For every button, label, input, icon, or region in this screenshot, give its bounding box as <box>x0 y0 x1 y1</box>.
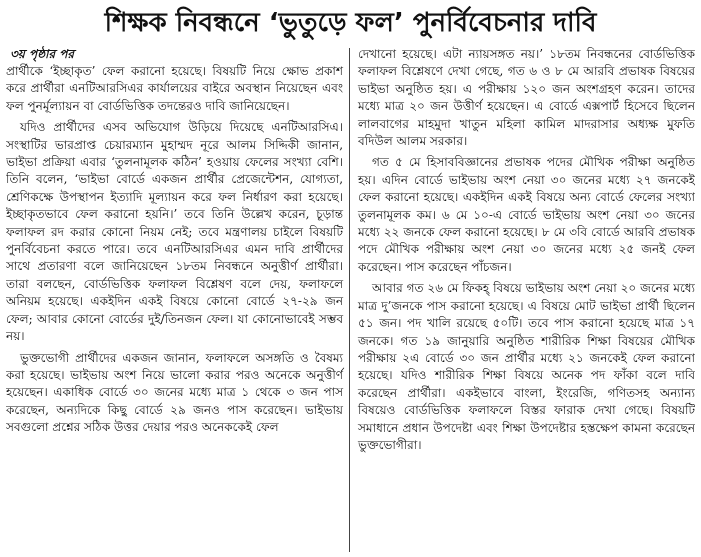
article-columns <box>6 46 695 556</box>
paragraph: যদিও প্রার্থীদের এসব অভিযোগ উড়িয়ে দিয়েছে এনটিআরসিএ। সংস্থাটির ভারপ্রাপ্ত চেয়ারম্যান মুহাম্মদ নূরে আলম সিদ্দিকী জানান, ভাইভা প্রক্রিয়া এবার ‘তুলনামূলক কঠিন’ হওয়ায় ফেলের সংখ্যা বেশি। তিনি বলেন, ‘ভাইভা বোর্ডে একজন প্রার্থীর প্রেজেন্টেশন, যোগ্যতা, শ্রেণিকক্ষে উপস্থাপন ইত্যাদি মূল্যায়ন করে ফল নির্ধারণ করা হয়েছে। ইচ্ছাকৃতভাবে ফেল করানো হয়নি।’ তবে তিনি উল্লেখ করেন, চূড়ান্ত ফলাফল রদ করার কোনো নিয়ম নেই; তবে মন্ত্রণালয় চাইলে বিষয়টি পুনর্বিবেচনা করতে পারে। তবে এনটিআরসিএর এমন দাবি প্রার্থীদের সাথে প্রতারণা বলে জানিয়েছেন ১৮তম নিবন্ধনে অনুত্তীর্ণ প্রার্থীরা। তারা বলছেন, বোর্ডভিত্তিক ফলাফল বিশ্লেষণ বলে দেয়, ফলাফলে অনিয়ম হয়েছে। একইদিন একই বিষয়ে কোনো বোর্ডে ২৭-২৯ জন ফেল; আবার কোনো বোর্ডের দুই/তিনজন ফেল। যা কোনোভাবেই সম্ভব নয়। <box>6 120 344 344</box>
left-column <box>6 46 349 556</box>
paragraph: ভুক্তভোগী প্রার্থীদের একজন জানান, ফলাফলে অসঙ্গতি ও বৈষম্য করা হয়েছে। ভাইভায় অংশ নিয়ে ভালো করার পরও অনেকে অনুত্তীর্ণ হয়েছেন। একাধিক বোর্ডে ৩০ জনের মধ্যে মাত্র ১ থেকে ৩ জন পাস করেছেন, অন্যদিকে কিছু বোর্ডে ২৯ জনও পাস করেছেন। ভাইভায় সবগুলো প্রশ্নের সঠিক উত্তর দেয়ার পরও অনেককেই ফেল <box>6 350 344 435</box>
paragraph: আবার গত ২৬ মে ফিকহ্ বিষয়ে ভাইভায় অংশ নেয়া ২০ জনের মধ্যে মাত্র দু’জনকে পাস করানো হয়েছে। এ বিষয়ে মোট ভাইভা প্রার্থী ছিলেন ৫১ জন। পদ খালি রয়েছে ৫০টি। তবে পাস করানো হয়েছে মাত্র ১৭ জনকে। গত ১৯ জানুয়ারি অনুষ্ঠিত শারীরিক শিক্ষা বিষয়ের মৌখিক পরীক্ষায় ২এ বোর্ডে ৩০ জন প্রার্থীর মধ্যে ২১ জনকেই ফেল করানো হয়েছে। যদিও শারীরিক শিক্ষা বিষয়ে অনেক পদ ফাঁকা বলে দাবি করেছেন প্রার্থীরা। একইভাবে বাংলা, ইংরেজি, গণিতসহ অন্যান্য বিষয়েও বোর্ডভিত্তিক ফলাফলে বিস্তর ফারাক দেখা গেছে। বিষয়টি সমাধানে প্রধান উপদেষ্টা এবং শিক্ষা উপদেষ্টার হস্তক্ষেপ কামনা করেছেন ভুক্তভোগীরা। <box>358 281 696 452</box>
continuation-kicker: ৩য় পৃষ্ঠার পর <box>10 47 75 61</box>
right-column <box>350 46 695 556</box>
paragraph: প্রার্থীকে ‘ইচ্ছাকৃত’ ফেল করানো হয়েছে। বিষয়টি নিয়ে ক্ষোভ প্রকাশ করে প্রার্থীরা এনটিআরসিএর কার্যালয়ের বাইরে অবস্থান নিয়েছেন এবং ফল পুনর্মূল্যায়ন বা বোর্ডভিত্তিক তদন্তেরও দাবি জানিয়েছেন। <box>6 64 344 113</box>
headline: শিক্ষক নিবন্ধনে ‘ভুতুড়ে ফল’ পুনর্বিবেচনার দাবি <box>104 8 597 38</box>
paragraph: দেখানো হয়েছে। এটা ন্যায়সঙ্গত নয়।’ ১৮তম নিবন্ধনের বোর্ডভিত্তিক ফলাফল বিশ্লেষণে দেখা গেছে, গত ৬ ও ৮ মে আরবি প্রভাষক বিষয়ের ভাইভা অনুষ্ঠিত হয়। এ পরীক্ষায় ১২০ জন অংশগ্রহণ করেন। তাদের মধ্যে মাত্র ২০ জন উত্তীর্ণ হয়েছেন। এ বোর্ডে এক্সপার্ট হিসেবে ছিলেন লালবাগের মাহমুদা খাতুন মহিলা কামিল মাদরাসার অধ্যক্ষ মুফতি বদিউল আলম সরকার। <box>358 47 696 149</box>
paragraph: গত ৫ মে হিসাববিজ্ঞানের প্রভাষক পদের মৌখিক পরীক্ষা অনুষ্ঠিত হয়। এদিন বোর্ডে ভাইভায় অংশ নেয়া ৩০ জনের মধ্যে ২৭ জনকেই ফেল করানো হয়েছে। একইদিন একই বিষয়ে অন্য বোর্ডে ফেলের সংখ্যা তুলনামূলক কম। ৬ মে ১০-এ বোর্ডে ভাইভায় অংশ নেয়া ৩০ জনের মধ্যে ২২ জনকে ফেল করানো হয়েছে। ৮ মে ৩বি বোর্ডে আরবি প্রভাষক পদে মৌখিক পরীক্ষায় অংশ নেয়া ৩০ জনের মধ্যে ২৫ জনই ফেল করেছেন। পাস করেছেন পাঁচজন। <box>358 155 696 274</box>
